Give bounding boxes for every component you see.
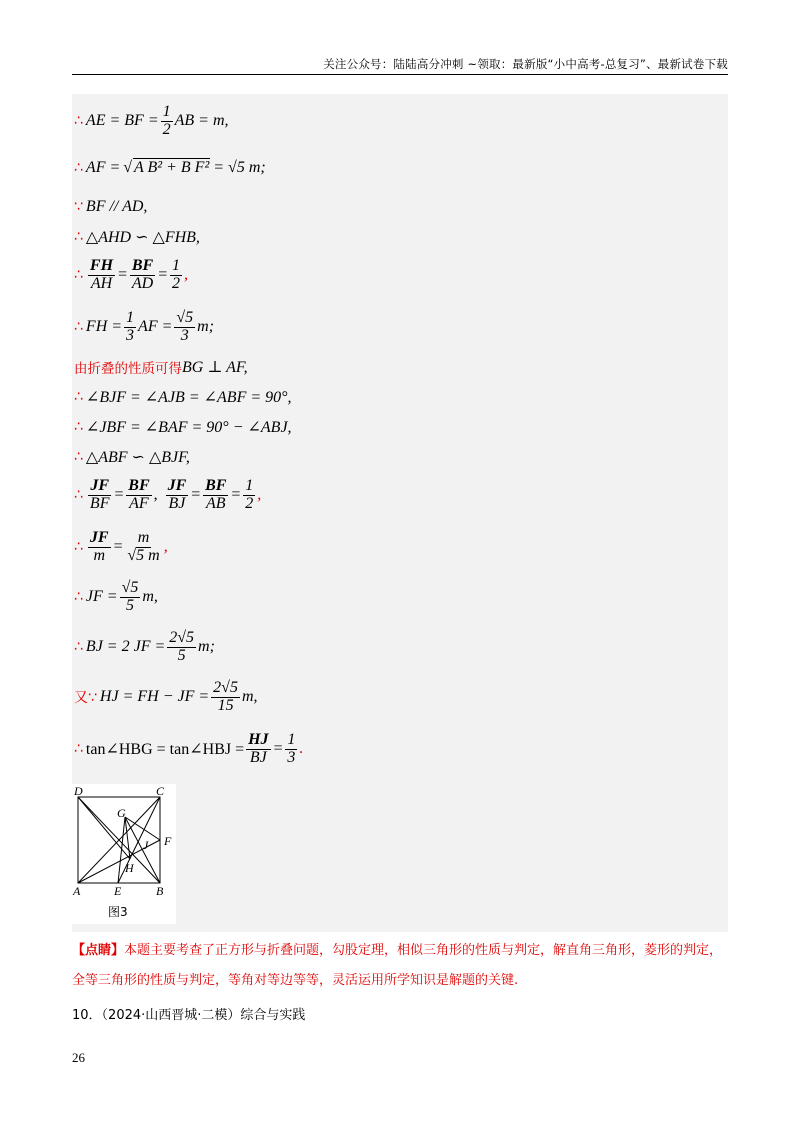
label-a: A xyxy=(73,884,81,898)
expr: FH = xyxy=(85,318,123,336)
equals: = xyxy=(157,266,168,284)
step-line-5 xyxy=(74,258,188,293)
fraction: $\frac{1}{2}$ xyxy=(162,103,171,138)
therefore-symbol: ∴ xyxy=(74,487,83,504)
fraction: $\frac{2√5}{5}$ xyxy=(169,629,195,664)
label-d: D xyxy=(74,784,83,798)
expr: JF = xyxy=(85,588,118,606)
step-line-10 xyxy=(74,447,190,467)
segment-ge xyxy=(118,817,125,883)
punct: . xyxy=(299,740,304,758)
fraction: $\frac{2√5}{15}$ xyxy=(213,679,238,714)
step-line-1 xyxy=(74,104,229,139)
label-g: G xyxy=(117,806,126,820)
fraction: $\frac{JF}{m}$ xyxy=(89,529,109,564)
label-h: H xyxy=(125,861,134,875)
label-e: E xyxy=(114,884,122,898)
expr: BJ = 2 JF = xyxy=(85,638,166,656)
step-line-7 xyxy=(74,357,248,377)
step-line-16 xyxy=(74,732,303,767)
therefore-symbol: ∴ xyxy=(74,319,83,336)
step-line-8 xyxy=(74,387,292,407)
therefore-symbol: ∴ xyxy=(74,159,83,176)
expr: BF // AD, xyxy=(85,198,148,215)
also-because-symbol: 又∵ xyxy=(74,690,97,707)
expr: HJ = FH − JF = xyxy=(99,688,210,706)
segment-gh xyxy=(125,817,130,859)
step-line-12 xyxy=(74,530,168,565)
therefore-symbol: ∴ xyxy=(74,229,83,245)
separator: , xyxy=(153,486,158,504)
equals: = xyxy=(112,538,124,556)
page-header: 关注公众号：陆陆高分冲刺 ~领取：最新版“小中高考-总复习”、最新试卷下载 xyxy=(323,57,728,71)
figure-caption: 图3 xyxy=(108,905,128,919)
expr: m; xyxy=(198,638,215,656)
expr: m, xyxy=(241,688,258,706)
step-line-9 xyxy=(74,417,292,437)
radicand: A B² + B F² xyxy=(134,159,210,176)
equals: = xyxy=(117,266,128,284)
expr: △AHD ∽ △FHB, xyxy=(85,229,200,246)
because-symbol: ∵ xyxy=(74,199,83,215)
key-point-note xyxy=(72,936,728,996)
equals: = xyxy=(230,486,242,504)
fraction: $\frac{JF}{BF}$ xyxy=(89,477,110,512)
step-line-3 xyxy=(74,198,147,216)
therefore-symbol: ∴ xyxy=(74,113,83,130)
step-line-2: ∴ AF = √ A B² + B F² = √5 m; xyxy=(74,158,266,176)
therefore-symbol: ∴ xyxy=(74,389,83,405)
fraction: $\frac{BF}{AB}$ xyxy=(205,477,227,512)
label-c: C xyxy=(156,784,165,798)
expr: = √5 m; xyxy=(213,158,266,176)
fraction: $\frac{√5}{5}$ xyxy=(121,579,139,614)
expr: AE = BF = xyxy=(85,112,159,130)
punct: , xyxy=(183,266,188,284)
fold-property-text: 由折叠的性质可得 xyxy=(74,361,182,377)
expr: △ABF ∽ △BJF, xyxy=(85,449,190,466)
expr: BG ⊥ AF, xyxy=(182,359,248,376)
expr: m; xyxy=(197,318,215,336)
therefore-symbol: ∴ xyxy=(74,267,83,284)
label-f: F xyxy=(164,834,172,848)
fraction: $\frac{JF}{BJ}$ xyxy=(167,477,187,512)
label-b: B xyxy=(156,884,164,898)
equals: = xyxy=(190,486,202,504)
step-line-13 xyxy=(74,580,158,615)
expr: AF = xyxy=(85,158,121,176)
punct: , xyxy=(257,486,262,504)
punct: , xyxy=(163,538,168,556)
step-line-11 xyxy=(74,478,261,513)
therefore-symbol: ∴ xyxy=(74,449,83,465)
expr: ∠JBF = ∠BAF = 90° − ∠ABJ, xyxy=(85,419,292,436)
step-line-4 xyxy=(74,227,200,247)
fraction: $\frac{1}{2}$ xyxy=(171,257,180,292)
fraction: $\frac{1}{3}$ xyxy=(126,309,135,344)
label-j: J xyxy=(143,838,149,852)
expr: AB = m, xyxy=(174,112,229,130)
therefore-symbol: ∴ xyxy=(74,419,83,435)
step-line-15 xyxy=(74,680,258,715)
header-rule xyxy=(72,74,728,75)
equals: = xyxy=(272,740,284,758)
square-fold-diagram xyxy=(72,784,176,924)
geometry-figure xyxy=(72,784,176,924)
fraction: $\frac{FH}{AH}$ xyxy=(89,257,114,292)
fraction: $\frac{1}{3}$ xyxy=(287,731,296,766)
equals: = xyxy=(113,486,125,504)
fraction: $\frac{HJ}{BJ}$ xyxy=(248,731,269,766)
therefore-symbol: ∴ xyxy=(74,539,83,556)
key-point-text: 本题主要考查了正方形与折叠问题，勾股定理，相似三角形的性质与判定，解直角三角形，菱形的判定，全等三角形的性质与判定，等角对等边等等，灵活运用所学知识是解题的关键. xyxy=(72,943,723,988)
fraction: $\frac{BF}{AD}$ xyxy=(131,257,154,292)
therefore-symbol: ∴ xyxy=(74,589,83,606)
expr: m, xyxy=(142,588,158,606)
step-line-14 xyxy=(74,630,215,665)
question-10-heading: 10．（2024·山西晋城·二模）综合与实践 xyxy=(72,1008,306,1023)
fraction: $\frac{m}{√5 m}$ xyxy=(127,529,160,564)
expr: tan∠HBG = tan∠HBJ = xyxy=(85,741,245,759)
key-point-tag: 【点睛】 xyxy=(72,943,125,958)
therefore-symbol: ∴ xyxy=(74,639,83,656)
fraction: $\frac{1}{2}$ xyxy=(245,477,254,512)
expr: ∠BJF = ∠AJB = ∠ABF = 90°, xyxy=(85,389,292,406)
page-number: 26 xyxy=(72,1050,85,1065)
fraction: $\frac{BF}{AF}$ xyxy=(128,477,150,512)
expr: AF = xyxy=(138,318,173,336)
step-line-6 xyxy=(74,310,214,345)
fraction: $\frac{√5}{3}$ xyxy=(176,309,194,344)
therefore-symbol: ∴ xyxy=(74,741,83,758)
